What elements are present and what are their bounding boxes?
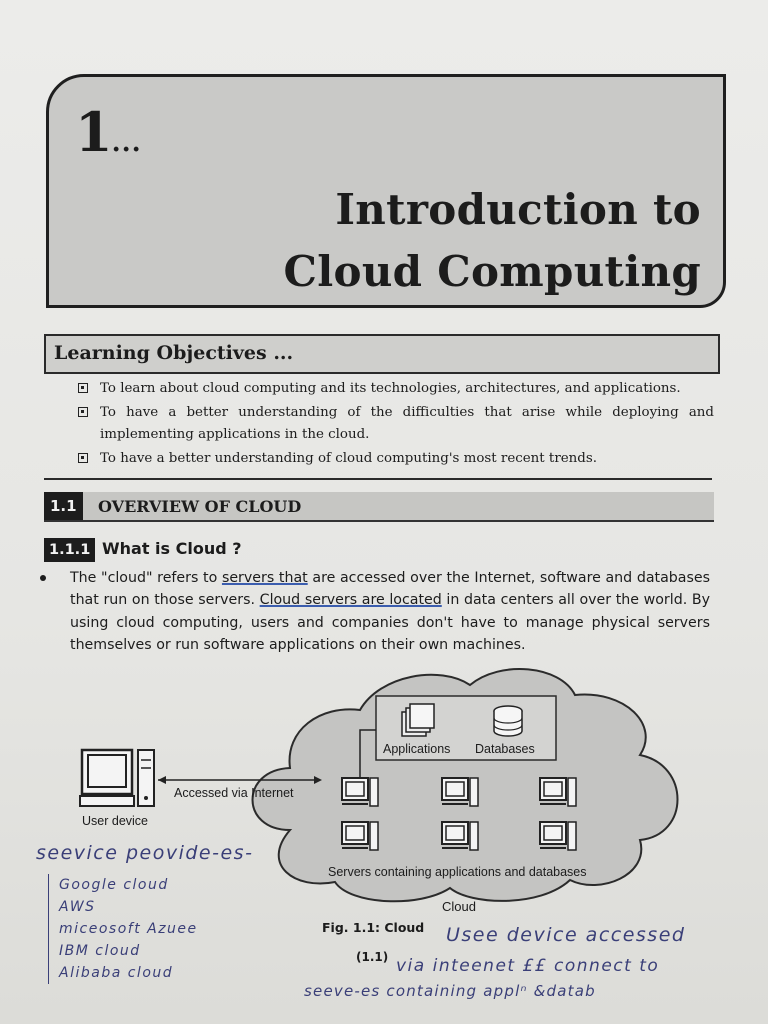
bullet-dot-icon: [40, 575, 46, 581]
section-divider: [44, 478, 712, 480]
objectives-list: [74, 378, 714, 471]
user-computer-icon: [80, 750, 154, 806]
paragraph-text: in data centers all over the world. By using cloud computing, users and companies don't have to manage physical servers themselves or run software applications on their own machines.: [70, 592, 710, 654]
chapter-title-line1: Introduction to: [335, 185, 701, 234]
cloud-label: Cloud: [442, 899, 476, 914]
applications-icon: [402, 704, 434, 736]
section-heading-bar: [44, 492, 714, 522]
handwritten-provider: IBM cloud: [59, 943, 141, 959]
chapter-title-line2: Cloud Computing: [283, 247, 701, 296]
objective-item: [74, 378, 714, 401]
underlined-phrase: Cloud servers are located: [259, 592, 442, 609]
handwritten-providers-heading: seevice peovide-es-: [36, 842, 254, 864]
handwritten-note-line3: seeve-es containing applⁿ &datab: [304, 982, 596, 1000]
handwritten-provider: Alibaba cloud: [59, 965, 174, 981]
chapter-header-box: [46, 74, 726, 308]
cloud-definition-paragraph: [70, 567, 710, 657]
paragraph-text: are accessed over the Internet, software and databases that run on those servers.: [70, 570, 711, 609]
handwritten-providers-list: [48, 874, 198, 984]
square-bullet-icon: [78, 383, 88, 393]
servers-label: Servers containing applications and databases: [328, 865, 587, 879]
objective-item: [74, 402, 714, 447]
section-number: 1.1: [44, 492, 83, 520]
handwritten-provider: miceosoft Azuee: [59, 921, 198, 937]
chapter-number: [75, 100, 142, 164]
square-bullet-icon: [78, 453, 88, 463]
chapter-number-digit: 1: [75, 100, 112, 164]
underlined-phrase: servers that: [221, 570, 308, 586]
user-device-label: User device: [82, 814, 148, 828]
learning-objectives-header: [44, 334, 720, 374]
paragraph-text: The "cloud" refers to: [70, 570, 222, 586]
accessed-via-internet-label: Accessed via Internet: [174, 786, 294, 800]
objective-text: To have a better understanding of the difficulties that arise while deploying and implementing applications in the cloud.: [100, 404, 714, 442]
subsection-title: What is Cloud ?: [102, 539, 242, 558]
handwritten-note-line2: via inteenet ££ connect to: [396, 956, 660, 976]
chapter-title: [284, 179, 701, 303]
learning-objectives-title: Learning Objectives ...: [54, 342, 294, 364]
objective-item: [74, 448, 714, 471]
figure-caption: Fig. 1.1: Cloud: [322, 920, 425, 935]
handwritten-provider: AWS: [59, 899, 96, 915]
subsection-number: 1.1.1: [44, 538, 95, 562]
handwritten-provider: Google cloud: [59, 877, 169, 893]
applications-label: Applications: [383, 742, 451, 756]
database-icon: [494, 706, 522, 736]
page-number: (1.1): [356, 950, 389, 964]
databases-label: Databases: [475, 742, 535, 756]
handwritten-note-line1: Usee device accessed: [446, 924, 686, 946]
chapter-number-dots: ...: [111, 128, 142, 158]
objective-text: To have a better understanding of cloud computing's most recent trends.: [100, 450, 597, 466]
section-title: OVERVIEW OF CLOUD: [98, 497, 302, 516]
square-bullet-icon: [78, 407, 88, 417]
objective-text: To learn about cloud computing and its technologies, architectures, and applications.: [100, 381, 681, 396]
